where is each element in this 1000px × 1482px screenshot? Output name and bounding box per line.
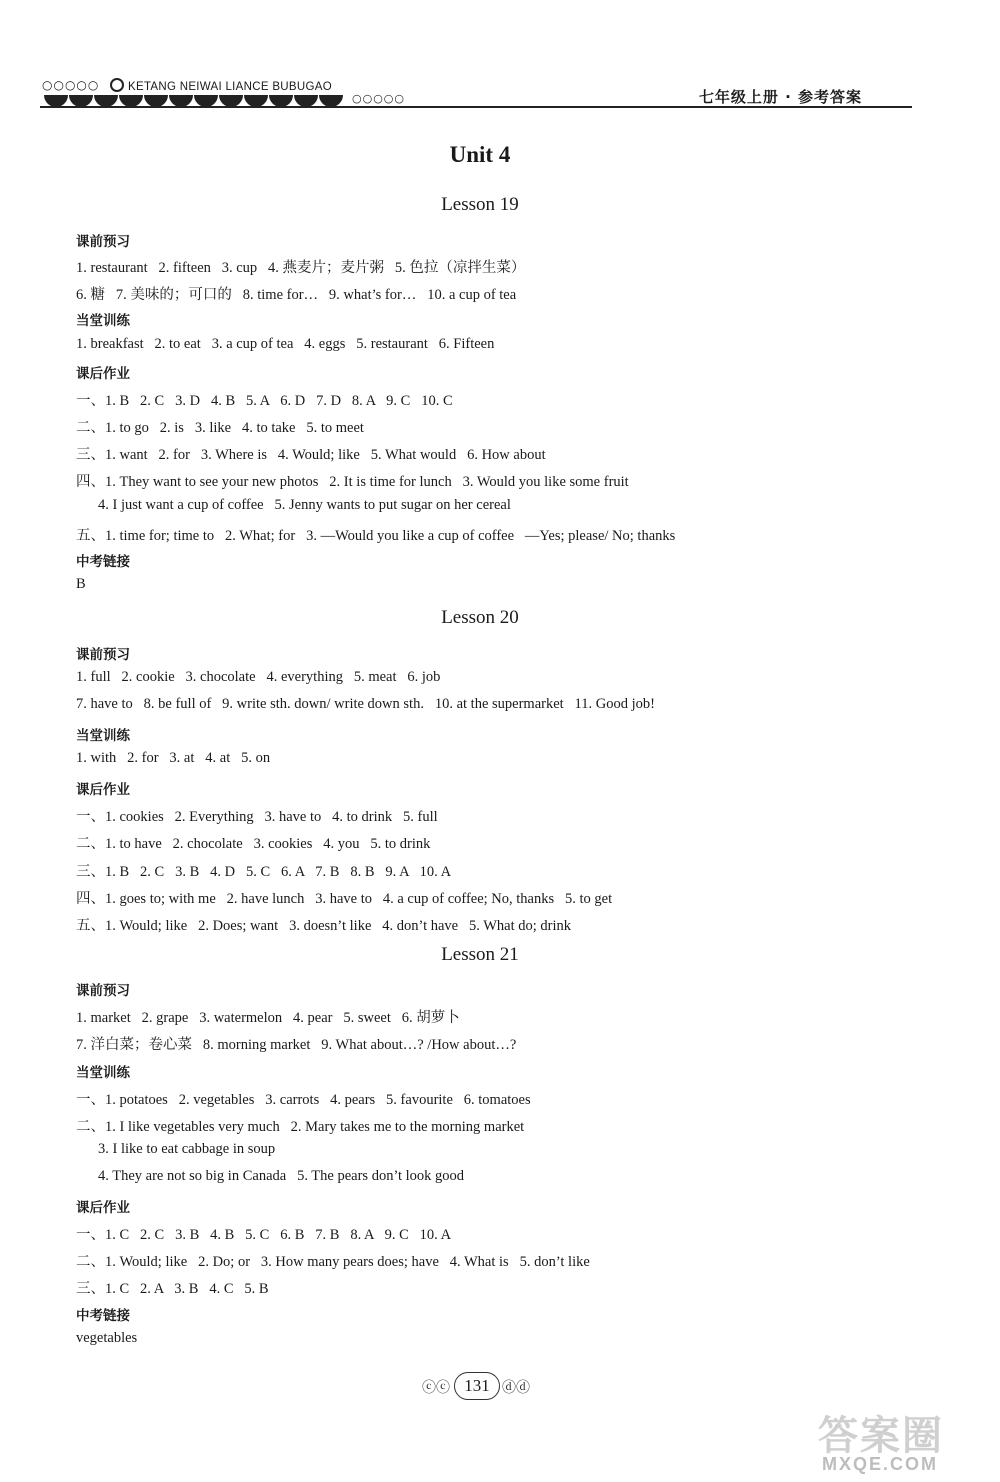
section-heading: 当堂训练 [76,313,130,329]
answer-line: 6. 糖 7. 美味的；可口的 8. time for… 9. what’s for… 10. a cup of tea [76,287,517,303]
brand-logo-icon [110,78,124,92]
watermark-domain: MXQE.COM [822,1454,939,1474]
answer-line: 三、1. C 2. A 3. B 4. C 5. B [76,1281,269,1297]
answer-line: 一、1. potatoes 2. vegetables 3. carrots 4. pears 5. favourite 6. tomatoes [76,1092,531,1108]
answer-line: 一、1. B 2. C 3. D 4. B 5. A 6. D 7. D 8. A 9. C 10. C [76,393,453,409]
section-heading: 中考链接 [76,1308,130,1324]
header-brand-text: KETANG NEIWAI LIANCE BUBUGAO [128,81,332,93]
answer-line: 三、1. B 2. C 3. B 4. D 5. C 6. A 7. B 8. B 9. A 10. A [76,864,452,880]
answer-line: B [76,576,86,592]
section-heading: 当堂训练 [76,728,130,744]
lesson-title: Lesson 20 [441,607,519,628]
answer-line: 二、1. to have 2. chocolate 3. cookies 4. you 5. to drink [76,836,431,852]
answer-line: 4. I just want a cup of coffee 5. Jenny wants to put sugar on her cereal [98,497,511,513]
section-heading: 当堂训练 [76,1065,130,1081]
unit-title: Unit 4 [449,142,511,167]
lesson-title: Lesson 21 [441,944,519,965]
answer-line: 二、1. I like vegetables very much 2. Mary takes me to the morning market [76,1119,525,1135]
answer-line: 四、1. They want to see your new photos 2. It is time for lunch 3. Would you like some fruit [76,474,629,490]
answer-line: vegetables [76,1330,138,1346]
answer-line: 7. 洋白菜；卷心菜 8. morning market 9. What about…? /How about…? [76,1037,517,1053]
answer-line: 五、1. time for; time to 2. What; for 3. —Would you like a cup of coffee —Yes; please/ No; thanks [76,528,676,544]
page-ornament-left: ⓒⓒ [422,1380,450,1396]
page-ornament-right: ⓓⓓ [502,1380,530,1396]
section-heading: 课后作业 [76,1200,130,1216]
page-number-block [420,1372,540,1402]
header-dots-right: ○○○○○ [352,92,405,105]
answer-line: 二、1. to go 2. is 3. like 4. to take 5. to meet [76,420,364,436]
answer-line: 一、1. cookies 2. Everything 3. have to 4. to drink 5. full [76,809,438,825]
header-rule [40,106,912,108]
answer-line: 四、1. goes to; with me 2. have lunch 3. have to 4. a cup of coffee; No, thanks 5. to get [76,891,613,907]
lesson-title: Lesson 19 [441,194,519,215]
header-book-title: 七年级上册 · 参考答案 [698,88,862,106]
answer-line: 1. market 2. grape 3. watermelon 4. pear 5. sweet 6. 胡萝卜 [76,1010,460,1026]
answer-line: 二、1. Would; like 2. Do; or 3. How many pears does; have 4. What is 5. don’t like [76,1254,590,1270]
answer-line: 7. have to 8. be full of 9. write sth. down/ write down sth. 10. at the supermarket 11. Good job! [76,696,655,712]
answer-line: 3. I like to eat cabbage in soup [98,1141,276,1157]
answer-line: 1. breakfast 2. to eat 3. a cup of tea 4. eggs 5. restaurant 6. Fifteen [76,336,495,352]
section-heading: 课后作业 [76,366,130,382]
answer-line: 一、1. C 2. C 3. B 4. B 5. C 6. B 7. B 8. A 9. C 10. A [76,1227,452,1243]
page-number: 131 [454,1372,500,1400]
section-heading: 课前预习 [76,983,130,999]
page-header [40,74,912,114]
section-heading: 课前预习 [76,234,130,250]
watermark-logo-text: 答案圈 [818,1413,944,1459]
watermark [818,1404,990,1474]
answer-line: 1. with 2. for 3. at 4. at 5. on [76,750,271,766]
section-heading: 中考链接 [76,554,130,570]
answer-line: 三、1. want 2. for 3. Where is 4. Would; like 5. What would 6. How about [76,447,546,463]
header-brand [110,78,332,93]
header-dots-left: ○○○○○ [42,78,100,92]
answer-line: 4. They are not so big in Canada 5. The pears don’t look good [98,1168,465,1184]
answer-line: 五、1. Would; like 2. Does; want 3. doesn’t like 4. don’t have 5. What do; drink [76,918,571,934]
section-heading: 课后作业 [76,782,130,798]
section-heading: 课前预习 [76,647,130,663]
answer-line: 1. restaurant 2. fifteen 3. cup 4. 燕麦片；麦片粥 5. 色拉（凉拌生菜） [76,260,526,276]
answer-line: 1. full 2. cookie 3. chocolate 4. everything 5. meat 6. job [76,669,441,685]
